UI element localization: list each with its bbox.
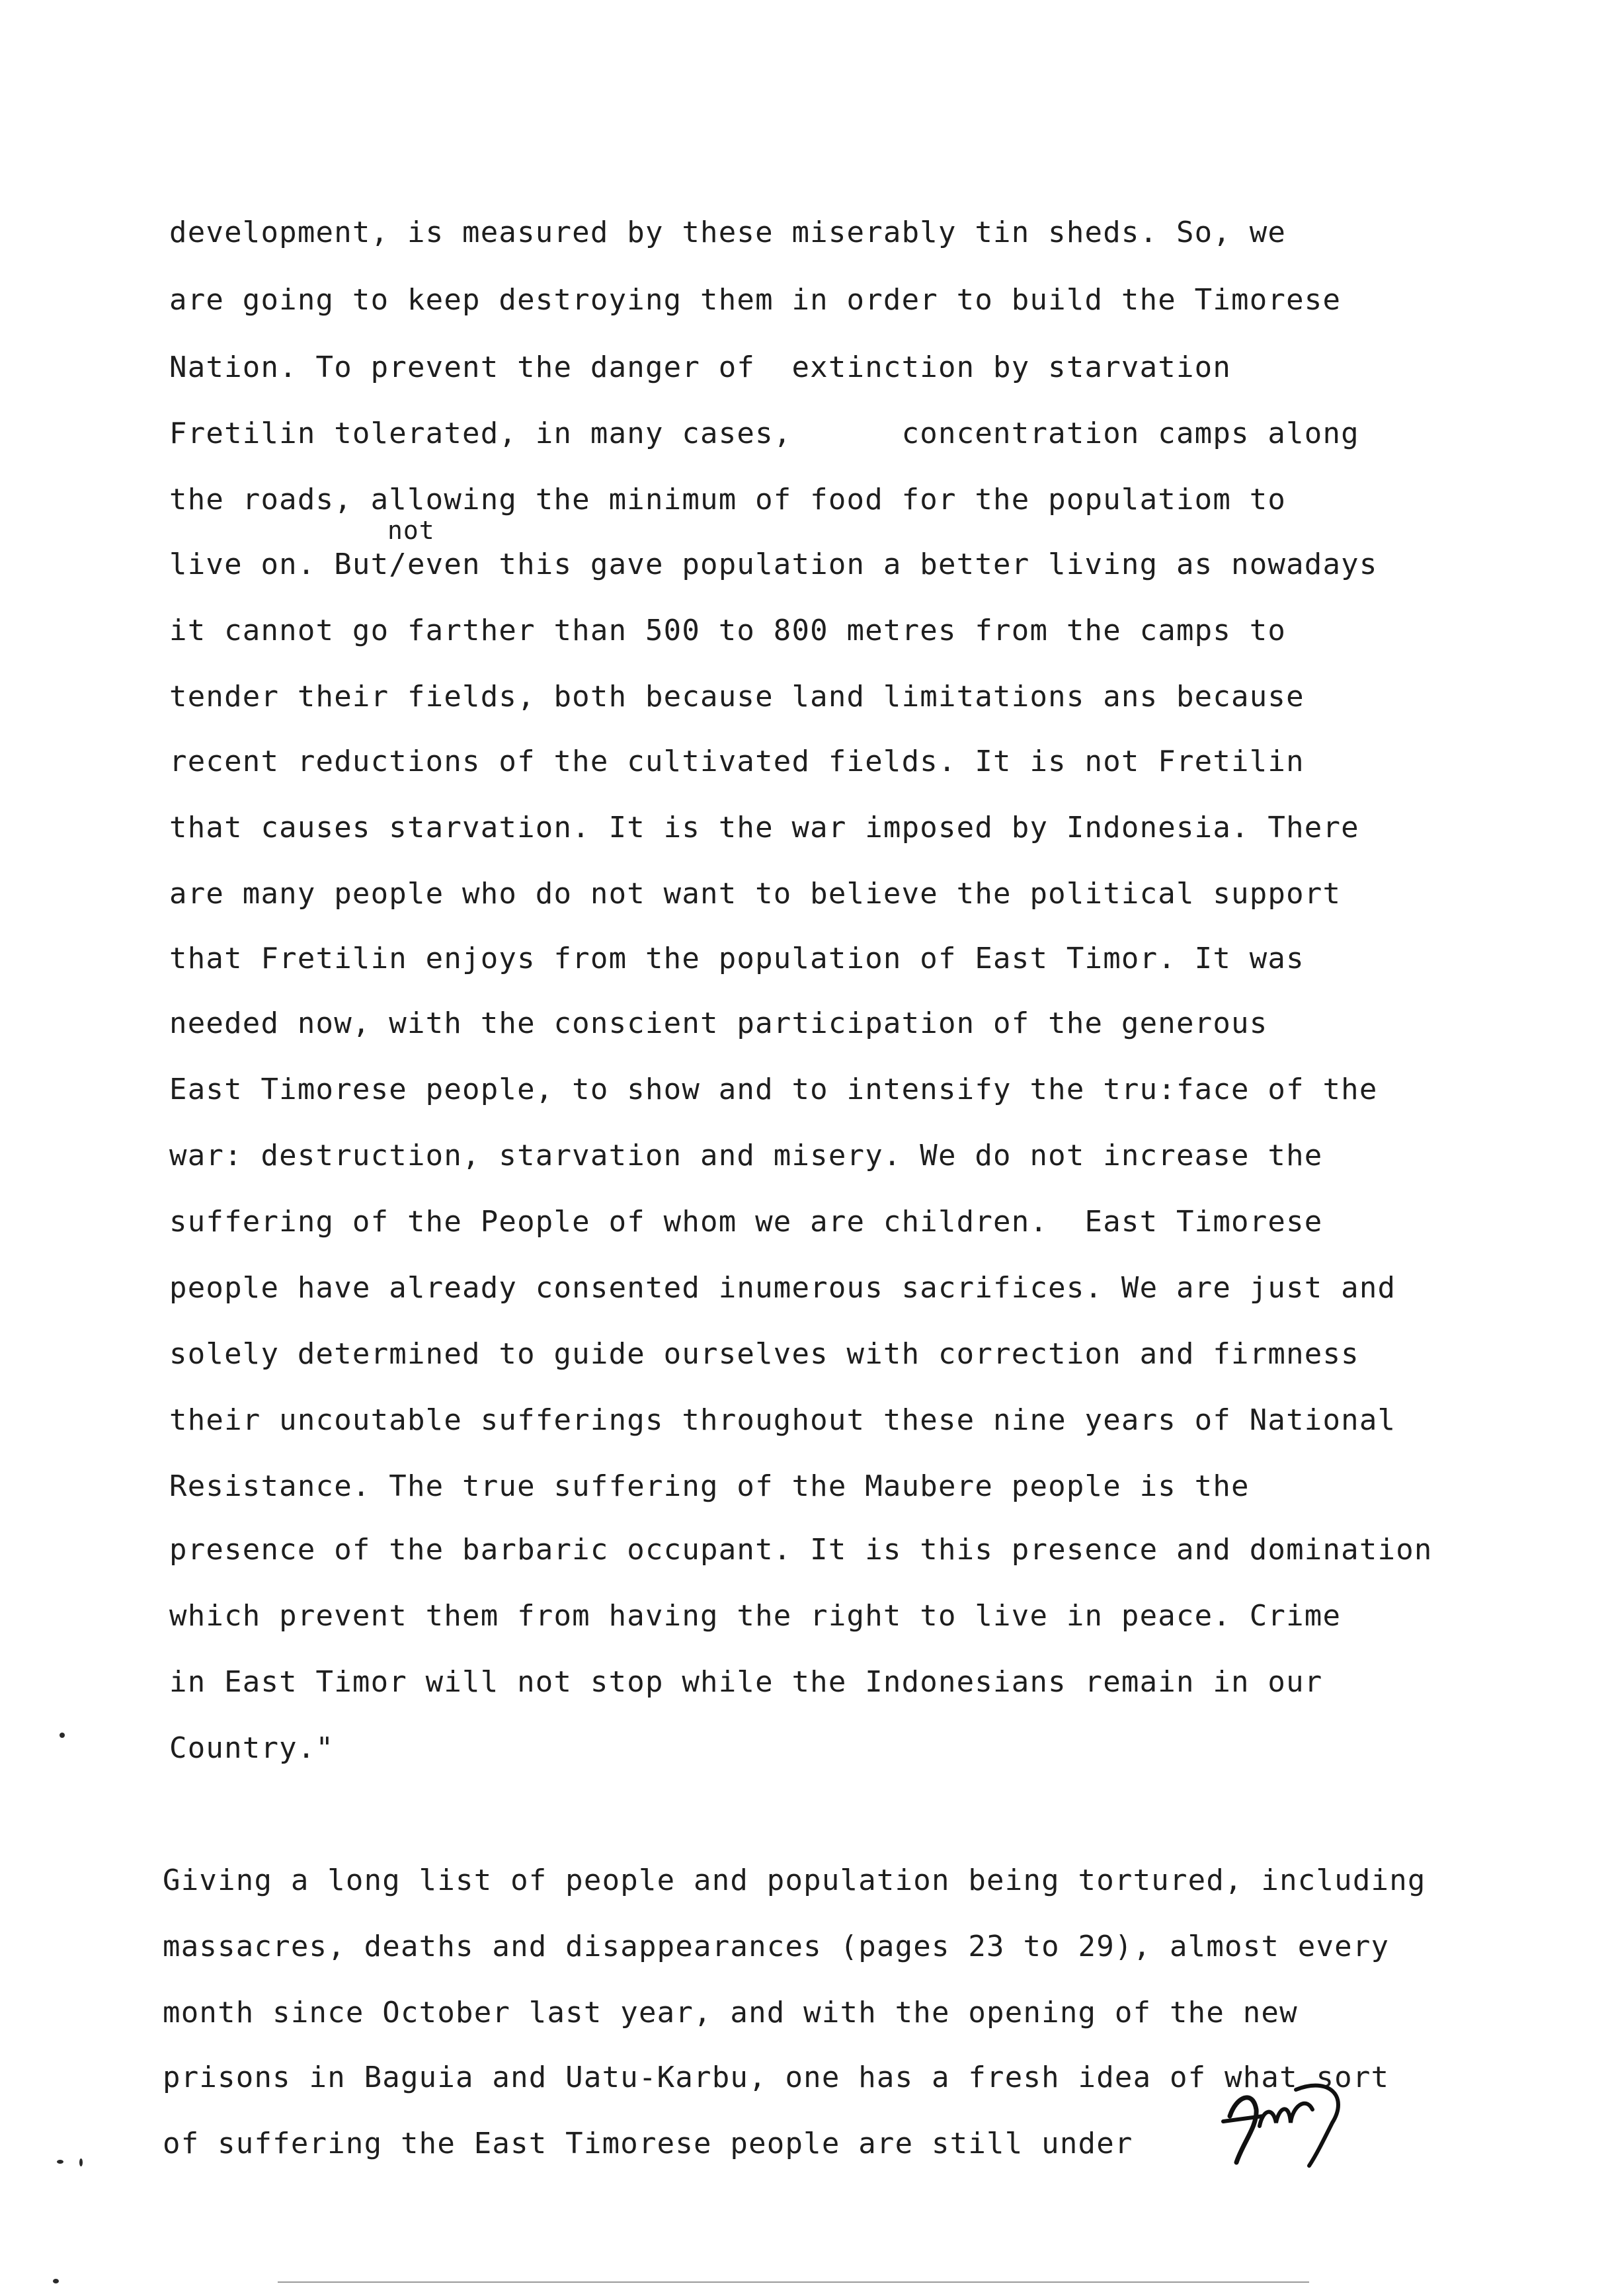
text-line: suffering of the People of whom we are children. East Timorese	[169, 1205, 1323, 1239]
text-line: are going to keep destroying them in order to build the Timorese	[169, 283, 1342, 317]
scan-speck	[53, 2279, 59, 2283]
text-line: Fretilin tolerated, in many cases, concentration camps along	[169, 417, 1359, 450]
text-line: their uncoutable sufferings throughout these nine years of National	[169, 1403, 1396, 1437]
text-line: which prevent them from having the right to live in peace. Crime	[169, 1599, 1342, 1633]
text-line: tender their fields, both because land limitations ans because	[169, 680, 1305, 714]
text-line: recent reductions of the cultivated fields. It is not Fretilin	[169, 745, 1305, 778]
text-line: solely determined to guide ourselves with correction and firmness	[169, 1337, 1359, 1371]
text-line: Giving a long list of people and population being tortured, including	[163, 1864, 1426, 1897]
scan-speck	[60, 1733, 65, 1738]
text-line: Nation. To prevent the danger of extinction by starvation	[169, 350, 1232, 384]
text-line: of suffering the East Timorese people are still under	[163, 2127, 1133, 2160]
text-line: it cannot go farther than 500 to 800 metres from the camps to	[169, 614, 1287, 647]
text-line: in East Timor will not stop while the Indonesians remain in our	[169, 1665, 1323, 1699]
text-line: East Timorese people, to show and to intensify the tru:face of the	[169, 1073, 1378, 1106]
text-line: massacres, deaths and disappearances (pages 23 to 29), almost every	[163, 1930, 1390, 1963]
text-line: Country."	[169, 1731, 335, 1765]
text-line: Resistance. The true suffering of the Maubere people is the	[169, 1469, 1250, 1503]
scan-speck	[79, 2158, 83, 2166]
handwritten-initials-icon	[1217, 2070, 1349, 2169]
text-line: development, is measured by these miserably tin sheds. So, we	[169, 216, 1287, 249]
bottom-edge-rule	[278, 2281, 1309, 2283]
text-line: that Fretilin enjoys from the population of East Timor. It was	[169, 942, 1305, 975]
text-line: people have already consented inumerous sacrifices. We are just and	[169, 1271, 1396, 1305]
text-line: needed now, with the conscient participation of the generous	[169, 1006, 1268, 1040]
text-line: month since October last year, and with the opening of the new	[163, 1996, 1298, 2030]
text-line: live on. But/even this gave population a better living as nowadays	[169, 548, 1378, 581]
scan-speck	[57, 2160, 63, 2164]
interlinear-insert: not	[387, 516, 435, 545]
text-line: prisons in Baguia and Uatu-Karbu, one has a fresh idea of what sort	[163, 2061, 1390, 2094]
text-line: that causes starvation. It is the war imposed by Indonesia. There	[169, 811, 1359, 844]
text-line: war: destruction, starvation and misery. We do not increase the	[169, 1139, 1323, 1172]
text-line: presence of the barbaric occupant. It is this presence and domination	[169, 1533, 1433, 1567]
text-line: are many people who do not want to believe the political support	[169, 877, 1342, 911]
text-line: the roads, allowing the minimum of food for the populatiom to	[169, 483, 1287, 516]
